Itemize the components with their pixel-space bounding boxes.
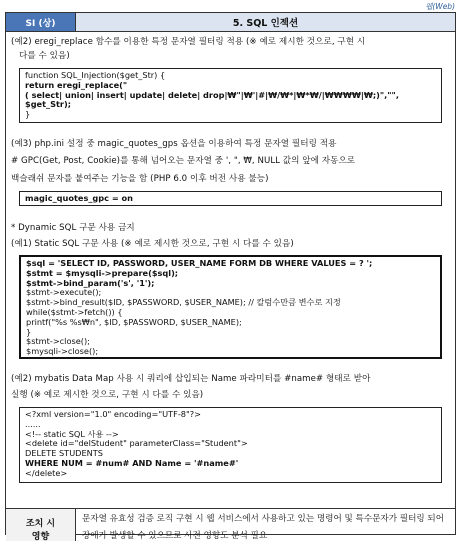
example2b-intro-line1: (예2) mybatis Data Map 사용 시 쿼리에 삽입되는 Name 파라미터를 #name# 형태로 받아: [11, 374, 371, 384]
impact-label-line2: 영향: [31, 532, 50, 541]
code-line: WHERE NUM = #num# AND Name = '#name#': [25, 458, 239, 468]
code-line: $get_Str);: [25, 100, 71, 110]
code-line: ( select| union| insert| update| delete| drop|₩"|₩'|#|₩/₩*|₩*₩/|₩₩₩₩|₩;)","",: [25, 90, 399, 100]
impact-label-line1: 조치 시: [25, 519, 56, 529]
code-line: while($stmt->fetch()) {: [26, 307, 123, 317]
code-line: <?xml version="1.0" encoding="UTF-8"?>: [25, 410, 201, 419]
impact-row: [6, 509, 455, 541]
code-line: <delete id="delStudent" parameterClass="Student">: [25, 439, 248, 449]
example3-intro-line3: 백슬래쉬 문자를 붙여주는 기능을 함 (PHP 6.0 이후 버전 사용 불능): [11, 174, 269, 184]
example2-intro-line2: 다를 수 있음): [19, 51, 70, 61]
impact-label: [6, 509, 76, 541]
code-line: return eregi_replace(": [25, 80, 128, 90]
example2-intro-line1: (예2) eregi_replace 함수를 이용한 특정 문자열 필터링 적용 (※ 예로 제시한 것으로, 구현 시: [11, 37, 366, 47]
code-line: $mysqli->close();: [26, 347, 99, 357]
code-block-magic-quotes: [19, 191, 442, 206]
example2b-intro-line2: 실행 (※ 예로 제시한 것으로, 구현 시 다를 수 있음): [11, 390, 204, 400]
code-line: $stmt->bind_param('s', '1');: [26, 278, 155, 288]
code-line: $sql = 'SELECT ID, PASSWORD, USER_NAME FORM DB WHERE VALUES = ? ';: [26, 259, 373, 268]
code-block-eregi-replace: [19, 68, 442, 123]
code-block-mybatis: [19, 407, 442, 483]
code-line: $stmt->execute();: [26, 288, 102, 298]
example3-intro-line2: # GPC(Get, Post, Cookie)를 통해 넘어오는 문자열 중 ', ", ₩, NULL 값의 앞에 자동으로: [11, 156, 356, 166]
table-header: [6, 13, 455, 32]
code-line: $stmt = $mysqli->prepare($sql);: [26, 268, 179, 278]
code-block-static-sql: [19, 255, 442, 359]
code-line: DELETE STUDENTS: [25, 449, 103, 459]
code-line: <!-- static SQL 사용 -->: [25, 429, 119, 439]
section-title: 5. SQL 인젝션: [76, 13, 455, 31]
code-line: $stmt->bind_result($ID, $PASSWORD, $USER_NAME); // 칼럼수만큼 변수로 지정: [26, 298, 341, 308]
dynamic-sql-note: * Dynamic SQL 구문 사용 금지: [11, 223, 135, 233]
code-line: </delete>: [25, 468, 68, 478]
table-body: [6, 32, 455, 509]
code-line: $stmt->close();: [26, 337, 90, 347]
code-line: ......: [25, 419, 41, 429]
severity-level: SI (상): [6, 13, 76, 31]
code-line: printf("%s %s₩n", $ID, $PASSWORD, $USER_NAME);: [26, 317, 242, 327]
code-line: }: [26, 327, 32, 337]
code-line: }: [25, 110, 31, 120]
example1-intro: (예1) Static SQL 구문 사용 (※ 예로 제시한 것으로, 구현 시 다를 수 있음): [11, 239, 294, 249]
impact-description: 문자열 유효성 검증 로직 구현 시 웹 서비스에서 사용하고 있는 명령어 및 특수문자가 필터링 되어 장애가 발생할 수 있으므로 사전 영향도 분석 필요: [82, 514, 445, 541]
example3-intro-line1: (예3) php.ini 설정 중 magic_quotes_gps 옵션을 이용하여 특정 문자열 필터링 적용: [11, 139, 337, 149]
code-line: function SQL_Injection($get_Str) {: [25, 71, 166, 80]
code-line: magic_quotes_gpc = on: [25, 194, 134, 203]
page-section-label: 웹(Web): [425, 2, 455, 11]
document-table: [5, 12, 456, 541]
